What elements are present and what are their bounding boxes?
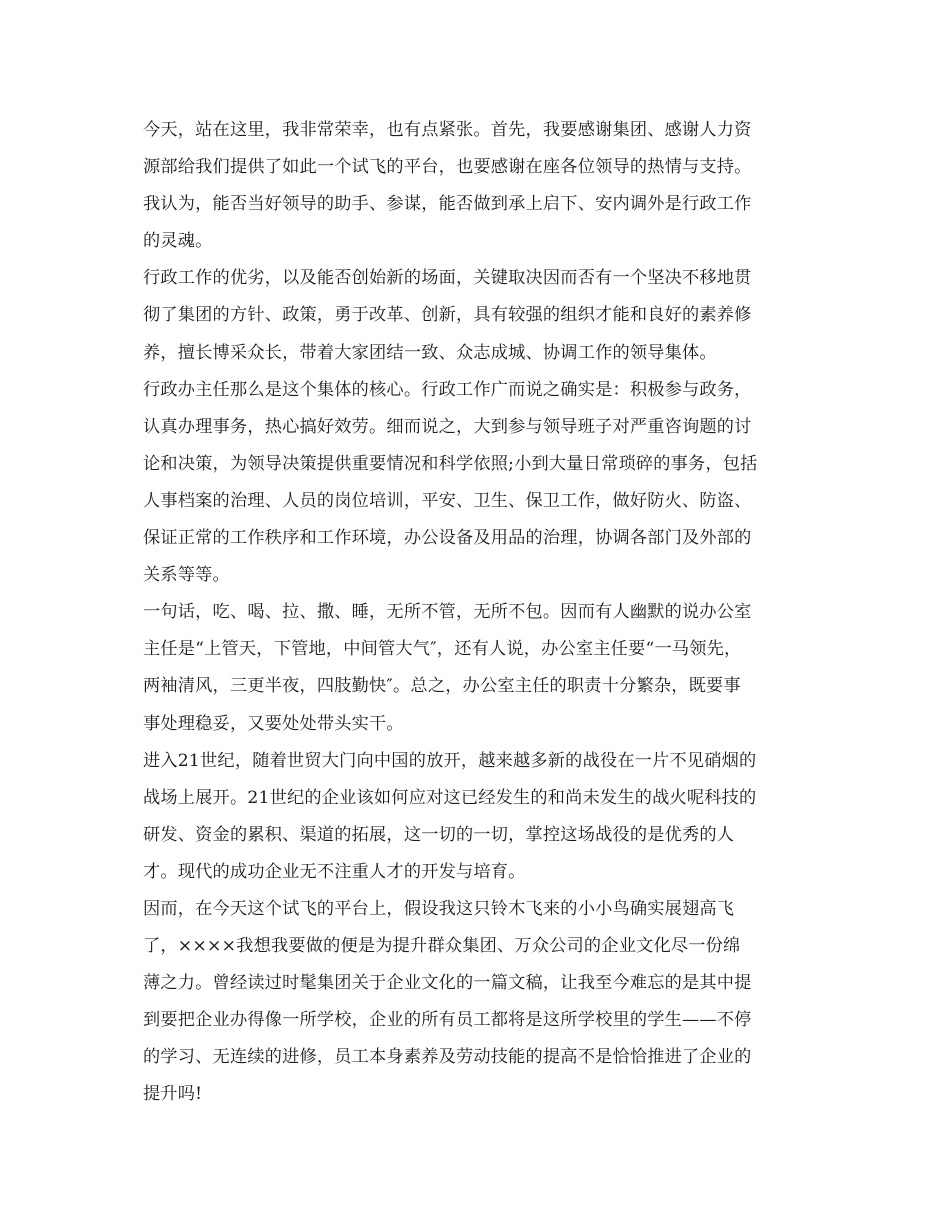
text-line: 今天，站在这里，我非常荣幸，也有点紧张。首先，我要感谢集团、感谢人力资 — [143, 120, 752, 140]
text-line: 薄之力。曾经读过时髦集团关于企业文化的一篇文稿，让我至今难忘的是其中提 — [143, 973, 752, 994]
text-line: 因而，在今天这个试飞的平台上，假设我这只铃木飞来的小小鸟确实展翅高飞 — [143, 898, 735, 919]
text-line: 一句话，吃、喝、拉、撒、睡，无所不管，无所不包。因而有人幽默的说办公室 — [143, 602, 752, 623]
text-line: 提升吗! — [143, 1084, 203, 1105]
text-line: 主任是“上管天，下管地，中间管大气″，还有人说，办公室主任要“一马领先， — [143, 639, 742, 660]
text-line: 才。现代的成功企业无不注重人才的开发与培育。 — [143, 861, 526, 882]
paragraph-2 — [143, 260, 811, 371]
paragraph-3 — [143, 372, 811, 595]
document-body — [143, 112, 811, 1114]
text-line: 的学习、无连续的进修，员工本身素养及劳动技能的提高不是恰恰推进了企业的 — [143, 1047, 752, 1068]
text-line: 源部给我们提供了如此一个试飞的平台，也要感谢在座各位领导的热情与支持。 — [143, 157, 752, 178]
paragraph-6 — [143, 891, 811, 1114]
paragraph-1 — [143, 112, 811, 260]
text-line: 关系等等。 — [143, 565, 230, 586]
text-line: 保证正常的工作秩序和工作环境，办公设备及用品的治理，协调各部门及外部的 — [143, 528, 752, 549]
paragraph-4 — [143, 594, 811, 742]
text-line: 了，××××我想我要做的便是为提升群众集团、万众公司的企业文化尽一份绵 — [143, 936, 741, 957]
text-line: 养，擅长博采众长，带着大家团结一致、众志成城、协调工作的领导集体。 — [143, 342, 717, 363]
text-line: 人事档案的治理、人员的岗位培训，平安、卫生、保卫工作，做好防火、防盗、 — [143, 490, 752, 511]
text-line: 到要把企业办得像一所学校，企业的所有员工都将是这所学校里的学生——不停 — [143, 1010, 752, 1031]
text-line: 战场上展开。21世纪的企业该如何应对这已经发生的和尚未发生的战火呢科技的 — [143, 787, 757, 808]
text-line: 事处理稳妥，又要处处带头实干。 — [143, 713, 404, 734]
text-line: 的灵魂。 — [143, 231, 213, 252]
text-line: 行政工作的优劣，以及能否创始新的场面，关键取决因而否有一个坚决不移地贯 — [143, 268, 752, 289]
text-line: 进入21世纪，随着世贸大门向中国的放开，越来越多新的战役在一片不见硝烟的 — [143, 750, 757, 771]
text-line: 彻了集团的方针、政策，勇于改革、创新，具有较强的组织才能和良好的素养修 — [143, 305, 752, 326]
text-line: 研发、资金的累积、渠道的拓展，这一切的一切，掌控这场战役的是优秀的人 — [143, 824, 735, 845]
text-line: 我认为，能否当好领导的助手、参谋，能否做到承上启下、安内调外是行政工作 — [143, 194, 752, 215]
text-line: 论和决策，为领导决策提供重要情况和科学依照;小到大量日常琐碎的事务，包括 — [143, 453, 758, 474]
paragraph-5 — [143, 743, 811, 891]
text-line: 认真办理事务，热心搞好效劳。细而说之，大到参与领导班子对严重咨询题的讨 — [143, 416, 752, 437]
text-line: 行政办主任那么是这个集体的核心。行政工作广而说之确实是：积极参与政务， — [143, 379, 752, 400]
text-line: 两袖清风，三更半夜，四肢勤快″。总之，办公室主任的职责十分繁杂，既要事 — [143, 676, 741, 697]
